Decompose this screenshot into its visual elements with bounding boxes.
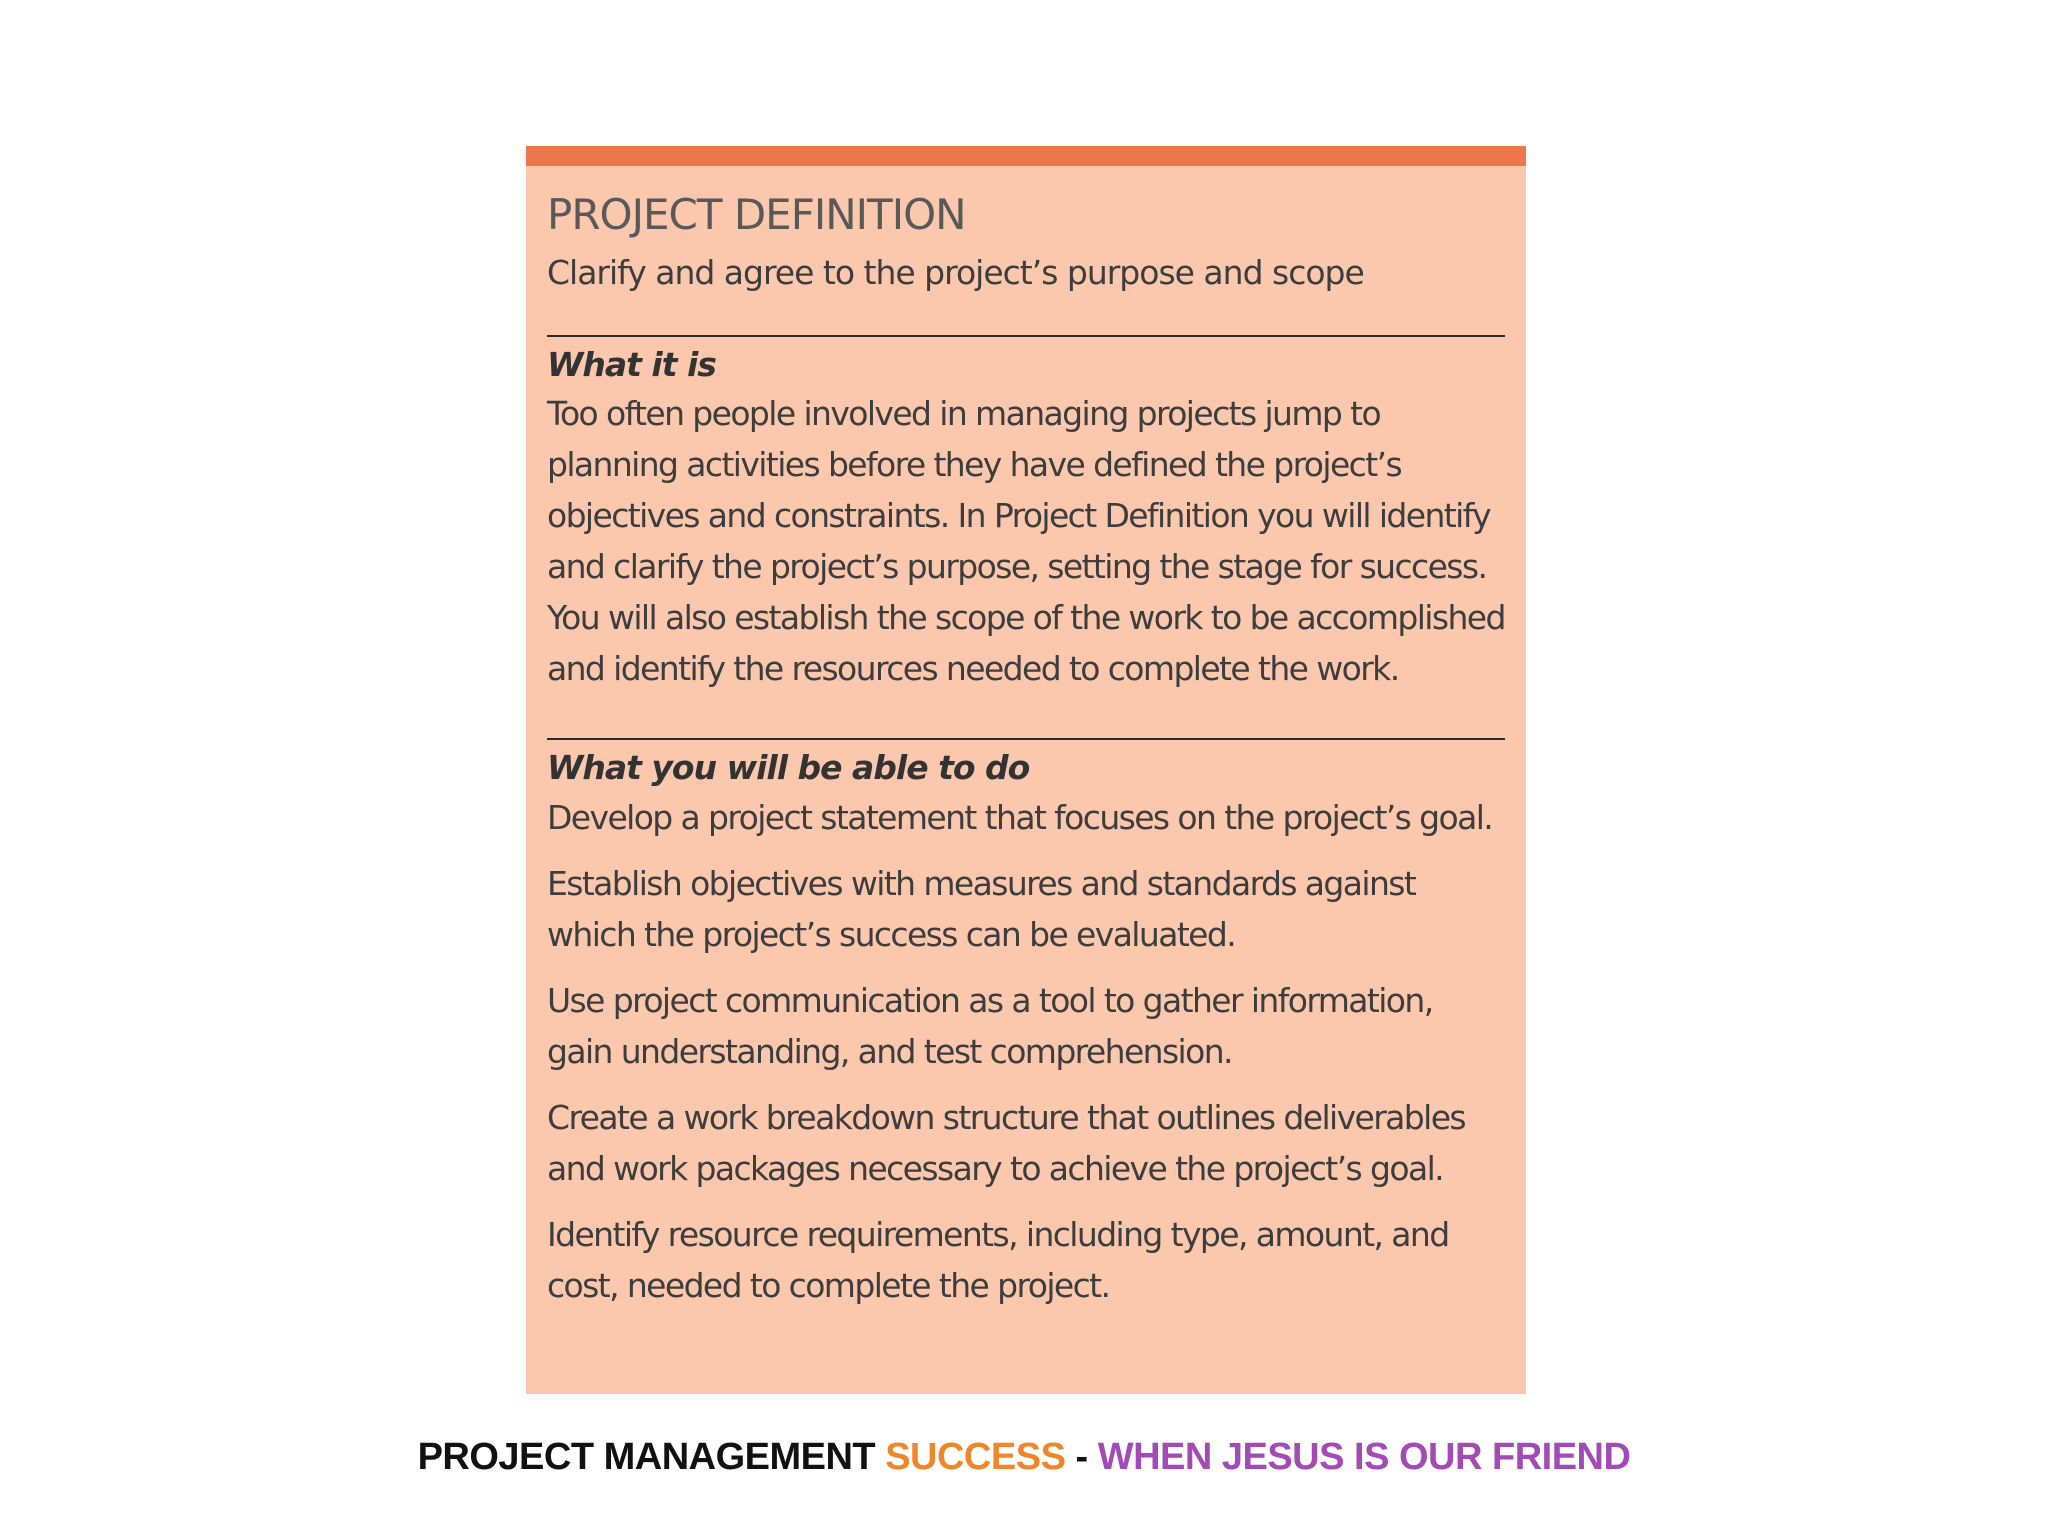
footer-text-success: SUCCESS xyxy=(885,1436,1066,1478)
able-to-do-list xyxy=(547,792,1505,1311)
able-to-do-item: Identify resource requirements, including type, amount, and cost, needed to complete the project. xyxy=(547,1214,1449,1305)
footer-text-separator: - xyxy=(1065,1436,1098,1478)
able-to-do-item: Create a work breakdown structure that outlines deliverables and work packages necessary to achieve the project’s goal. xyxy=(547,1097,1466,1188)
card-content xyxy=(547,190,1505,1326)
able-to-do-item: Establish objectives with measures and standards against which the project’s success can be evaluated. xyxy=(547,863,1416,954)
footer-text-project-management: PROJECT MANAGEMENT xyxy=(417,1436,886,1478)
able-to-do-item: Use project communication as a tool to gather information, gain understanding, and test comprehension. xyxy=(547,980,1433,1071)
able-to-do-item: Develop a project statement that focuses on the project’s goal. xyxy=(547,797,1493,837)
footer-text-jesus-friend: WHEN JESUS IS OUR FRIEND xyxy=(1097,1436,1631,1478)
card-subtitle: Clarify and agree to the project’s purpose and scope xyxy=(547,253,1364,293)
card-title: PROJECT DEFINITION xyxy=(547,190,966,239)
what-it-is-body: Too often people involved in managing projects jump to planning activities before they have defined the project’s objectives and constraints. In Project Definition you will identify and clarify the project’s purpose, setting the stage for success. You will also establish the scope of the work to be accomplished and identify the resources needed to complete the work. xyxy=(547,394,1505,689)
project-definition-card xyxy=(526,146,1526,1394)
able-to-do-heading: What you will be able to do xyxy=(547,748,1030,788)
card-top-accent-bar xyxy=(526,146,1526,166)
section-divider xyxy=(547,335,1505,337)
footer-caption xyxy=(0,1436,2048,1479)
what-it-is-heading: What it is xyxy=(547,344,716,384)
section-divider xyxy=(547,738,1505,740)
